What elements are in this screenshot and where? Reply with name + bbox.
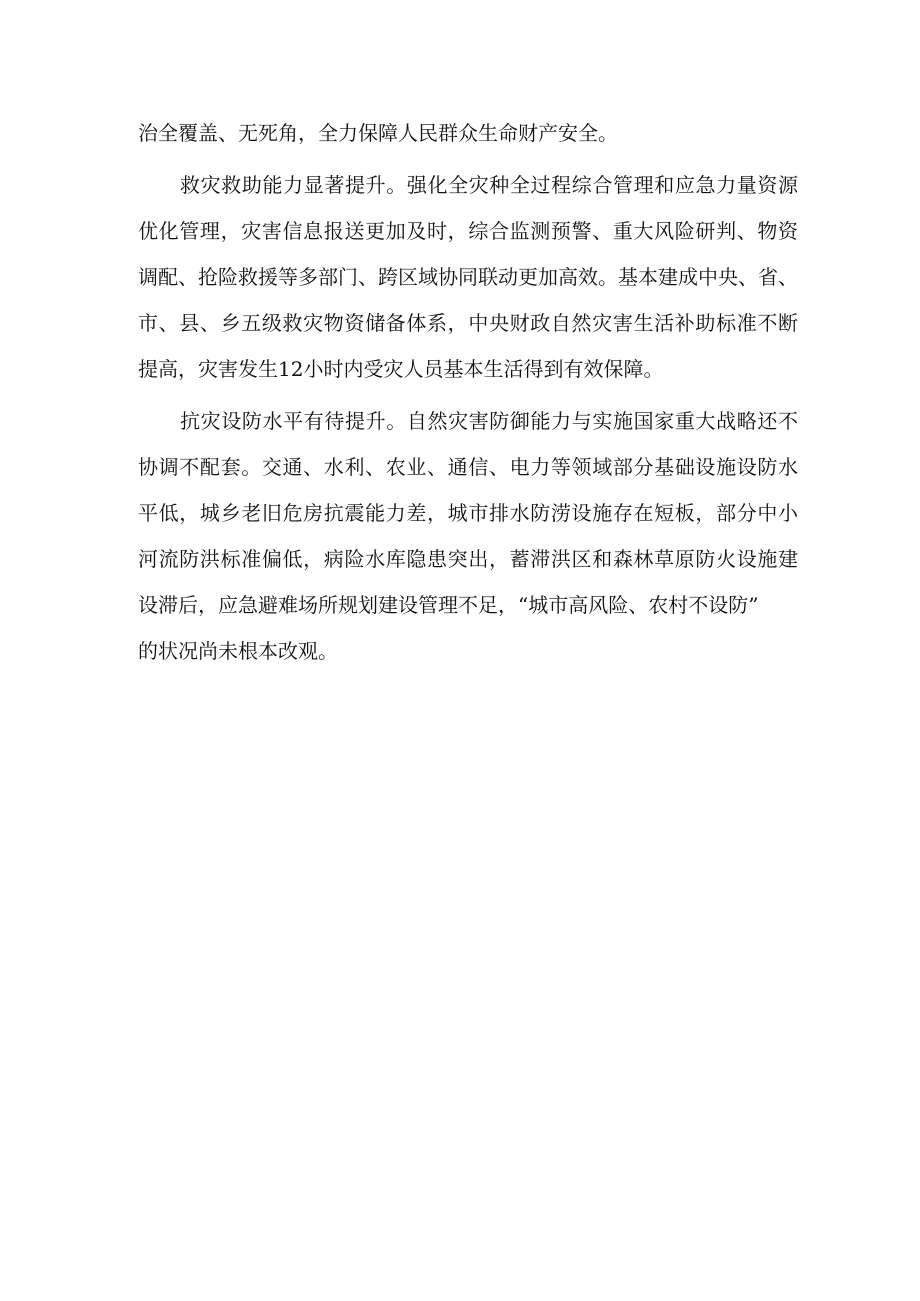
paragraph-line: 优化管理，灾害信息报送更加及时，综合监测预警、重大风险研判、物资 bbox=[138, 219, 798, 243]
paragraph-2 bbox=[138, 162, 798, 392]
document-body bbox=[138, 110, 798, 674]
paragraph-line: 协调不配套。交通、水利、农业、通信、电力等领域部分基础设施设防水 bbox=[138, 455, 798, 479]
paragraph-line: 调配、抢险救援等多部门、跨区域协同联动更加高效。基本建成中央、省、 bbox=[138, 265, 798, 289]
paragraph-line: 提高，灾害发生12小时内受灾人员基本生活得到有效保障。 bbox=[138, 357, 664, 381]
paragraph-line: 救灾救助能力显著提升。强化全灾种全过程综合管理和应急力量资源 bbox=[180, 173, 798, 197]
paragraph-line: 市、县、乡五级救灾物资储备体系，中央财政自然灾害生活补助标准不断 bbox=[138, 311, 798, 335]
paragraph-line: 河流防洪标准偏低，病险水库隐患突出，蓄滞洪区和森林草原防火设施建 bbox=[138, 547, 798, 571]
paragraph-1 bbox=[138, 110, 798, 156]
paragraph-line: 设滞后，应急避难场所规划建设管理不足，“城市高风险、农村不设防” bbox=[138, 593, 759, 617]
paragraph-line: 的状况尚未根本改观。 bbox=[138, 639, 338, 663]
paragraph-3 bbox=[138, 398, 798, 674]
paragraph-line: 抗灾设防水平有待提升。自然灾害防御能力与实施国家重大战略还不 bbox=[180, 409, 798, 433]
paragraph-line: 平低，城乡老旧危房抗震能力差，城市排水防涝设施存在短板，部分中小 bbox=[138, 501, 798, 525]
paragraph-line: 治全覆盖、无死角，全力保障人民群众生命财产安全。 bbox=[138, 121, 618, 145]
